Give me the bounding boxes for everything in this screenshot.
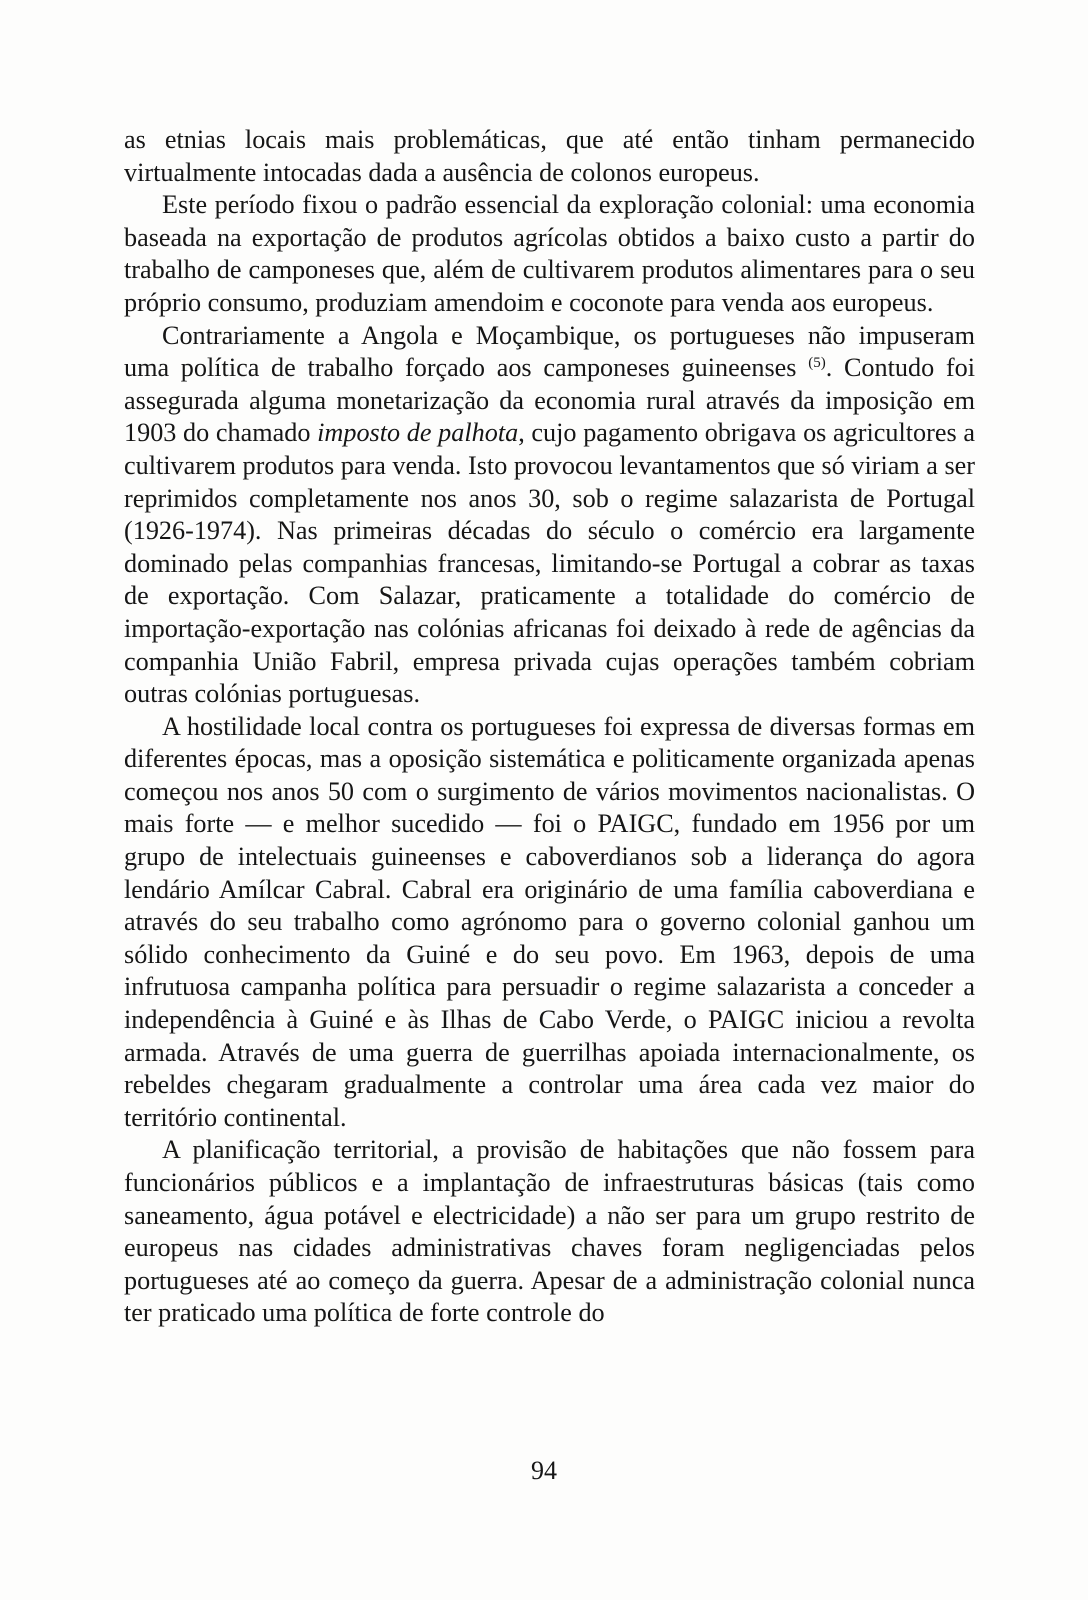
italic-term: imposto de palhota [317,418,519,448]
paragraph-local-hostility: A hostilidade local contra os portugueses foi expressa de diversas formas em diferentes épocas, mas a oposição sistemática e politicamente organizada apenas começou nos anos 50 com o surgimento de vários movimentos nacionalistas. O mais forte — e melhor sucedido — foi o PAIGC, fundado em 1956 por um grupo de intelectuais guineenses e caboverdianos sob a liderança do agora lendário Amílcar Cabral. Cabral era originário de uma família caboverdiana e através do seu trabalho como agrónomo para o governo colonial ganhou um sólido conhecimento da Guiné e do seu povo. Em 1963, depois de uma infrutuosa campanha política para persuadir o regime salazarista a conceder a independência à Guiné e às Ilhas de Cabo Verde, o PAIGC iniciou a revolta armada. Através de uma guerra de guerrilhas apoiada internacionalmente, os rebeldes chegaram gradualmente a controlar uma área cada vez maior do território continental. [124,711,975,1132]
body-text [124,124,975,1330]
paragraph-text: , cujo pagamento obrigava os agricultores a cultivarem produtos para venda. Isto provocou levantamentos que só viriam a ser reprimidos completamente nos anos 30, sob o regime salazarista de Portugal (1926-1974). Nas primeiras décadas do século o comércio era largamente dominado pelas companhias francesas, limitando-se Portugal a cobrar as taxas de exportação. Com Salazar, praticamente a totalidade do comércio de importação-exportação nas colónias africanas foi deixado à rede de agências da companhia União Fabril, empresa privada cujas operações também cobriam outras colónias portuguesas. [124,418,975,709]
paragraph-colonial-exploitation: Este período fixou o padrão essencial da exploração colonial: uma economia baseada na exportação de produtos agrícolas obtidos a baixo custo a partir do trabalho de camponeses que, além de cultivarem produtos alimentares para o seu próprio consumo, produziam amendoim e coconote para venda aos europeus. [124,190,975,317]
paragraph-forced-labour [124,320,975,711]
paragraph-text: Contrariamente a Angola e Moçambique, os portugueses não impuseram uma política de trabalho forçado aos camponeses guineenses [124,320,975,383]
footnote-reference: (5) [808,355,826,372]
paragraph-territorial-planning: A planificação territorial, a provisão de habitações que não fossem para funcionários públicos e a implantação de infraestruturas básicas (tais como saneamento, água potável e electricidade) a não ser para um grupo restrito de europeus nas cidades administrativas chaves foram negligenciadas pelos portugueses até ao começo da guerra. Apesar de a administração colonial nunca ter praticado uma política de forte controle do [124,1135,975,1328]
paragraph-text: . Contudo foi assegurada alguma monetarização da economia rural através da imposição em 1903 do chamado [124,353,975,448]
paragraph-continued: as etnias locais mais problemáticas, que até então tinham permanecido virtualmente intocadas dada a ausência de colonos europeus. [124,125,975,187]
page-number: 94 [531,1456,557,1485]
